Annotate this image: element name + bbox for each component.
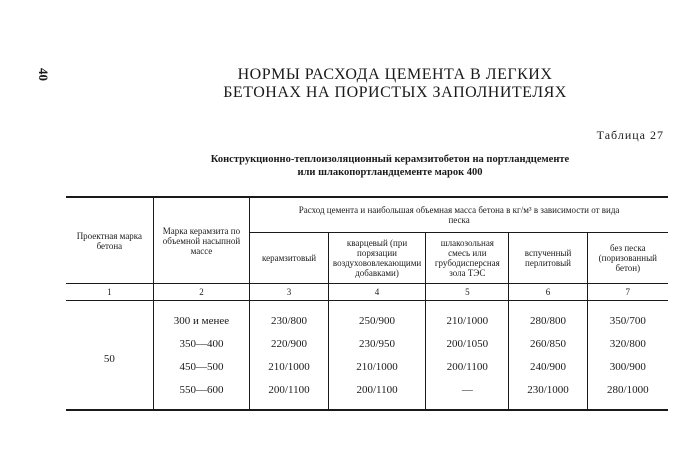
col-number-3: 3: [250, 284, 329, 301]
keramzit-cell: 300 и менее: [153, 309, 249, 332]
col-number-4: 4: [328, 284, 425, 301]
value-cell: 300/900: [609, 360, 646, 373]
value-cell: 320/800: [609, 337, 646, 350]
value-cell: 280/1000: [607, 383, 649, 396]
col-number-5: 5: [426, 284, 509, 301]
value-cell: 250/900: [328, 309, 425, 332]
keramzit-cell: 550—600: [153, 378, 249, 401]
col-number-2: 2: [153, 284, 249, 301]
value-cell: 280/800: [509, 309, 587, 332]
header-cement-consumption: Расход цемента и наибольшая объемная масса бетона в кг/м³ в зависимости от вида песка: [250, 197, 668, 233]
keramzit-cell: 350—400: [153, 332, 249, 355]
value-cell: 230/800: [250, 309, 329, 332]
col-number-1: 1: [66, 284, 153, 301]
caption-line-2: или шлакопортландцементе марок 400: [297, 167, 483, 178]
value-cell: 260/850: [509, 332, 587, 355]
header-grade: Проектная марка бетона: [66, 197, 153, 284]
header-sand-perlite: вспученный перлитовый: [509, 233, 587, 284]
value-cell: 200/1100: [328, 378, 425, 401]
page-number: 40: [36, 68, 51, 81]
value-cell: —: [426, 378, 509, 401]
col-number-6: 6: [509, 284, 587, 301]
value-cell: 350/700: [609, 314, 646, 327]
caption-line-1: Конструкционно-теплоизоляционный керамзитобетон на портландцементе: [210, 154, 570, 165]
title-line-2: БЕТОНАХ НА ПОРИСТЫХ ЗАПОЛНИТЕЛЯХ: [223, 84, 567, 101]
header-keramzit-grade: Марка керамзита по объемной насыпной массе: [153, 197, 249, 284]
table-row: [66, 355, 668, 378]
table-row: [66, 378, 668, 401]
value-cell: 200/1050: [426, 332, 509, 355]
page-title: [195, 66, 595, 102]
title-line-1: НОРМЫ РАСХОДА ЦЕМЕНТА В ЛЕГКИХ: [237, 66, 553, 83]
table-label: Таблица 27: [596, 128, 664, 142]
value-cell: 210/1000: [328, 355, 425, 378]
table-caption: [180, 153, 600, 179]
keramzit-cell: 450—500: [153, 355, 249, 378]
table-row: [66, 309, 668, 332]
value-cell: 210/1000: [250, 355, 329, 378]
value-cell: 230/1000: [509, 378, 587, 401]
value-cell: 230/950: [328, 332, 425, 355]
header-sand-none: без песка (поризованный бетон): [587, 233, 668, 284]
header-sand-slag-ash: шлакозольная смесь или грубодисперсная зола ТЭС: [426, 233, 509, 284]
value-cell: 220/900: [250, 332, 329, 355]
table-row: [66, 332, 668, 355]
col-number-7: 7: [587, 284, 668, 301]
value-cell: 210/1000: [426, 309, 509, 332]
header-sand-keramzit: керамзитовый: [250, 233, 329, 284]
value-cell: 200/1100: [250, 378, 329, 401]
value-cell: 240/900: [509, 355, 587, 378]
grade-cell: 50: [66, 309, 153, 410]
cement-norms-table: [66, 196, 668, 411]
header-sand-quartz: кварцевый (при порязации воздухововлекающими добавками): [328, 233, 425, 284]
value-cell: 200/1100: [426, 355, 509, 378]
